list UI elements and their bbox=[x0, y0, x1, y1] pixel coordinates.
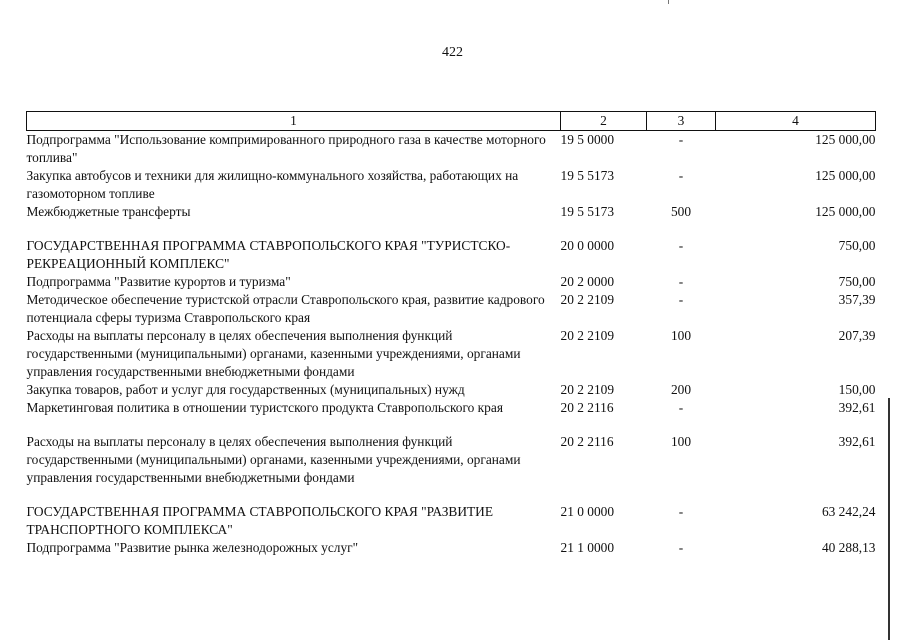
table-header-row bbox=[27, 112, 876, 131]
table-row bbox=[27, 503, 876, 539]
row-type: - bbox=[678, 400, 684, 415]
table-row bbox=[27, 273, 876, 291]
row-name: Подпрограмма "Развитие рынка железнодорожных услуг" bbox=[26, 540, 359, 555]
row-amount: 63 242,24 bbox=[821, 504, 876, 519]
table-row bbox=[27, 327, 876, 381]
row-type: 200 bbox=[670, 382, 692, 397]
table-row bbox=[27, 539, 876, 557]
row-type: - bbox=[678, 274, 684, 289]
row-type: - bbox=[678, 168, 684, 183]
row-code: 19 5 5173 bbox=[560, 168, 615, 183]
row-name: Подпрограмма "Использование компримированного природного газа в качестве моторного топлива" bbox=[26, 132, 546, 165]
row-name: Методическое обеспечение туристской отрасли Ставропольского края, развитие кадрового потенциала сферы туризма Ставропольского края bbox=[26, 292, 545, 325]
row-type: - bbox=[678, 292, 684, 307]
row-name: ГОСУДАРСТВЕННАЯ ПРОГРАММА СТАВРОПОЛЬСКОГО КРАЯ "ТУРИСТСКО-РЕКРЕАЦИОННЫЙ КОМПЛЕКС" bbox=[26, 238, 511, 271]
row-code: 20 2 2109 bbox=[560, 382, 615, 397]
row-type: 500 bbox=[670, 204, 692, 219]
row-name: Маркетинговая политика в отношении туристского продукта Ставропольского края bbox=[26, 400, 503, 415]
scan-edge-line bbox=[888, 398, 890, 640]
row-type: - bbox=[678, 504, 684, 519]
row-amount: 392,61 bbox=[838, 400, 876, 415]
row-type: 100 bbox=[670, 328, 692, 343]
row-amount: 125 000,00 bbox=[815, 204, 876, 219]
table-row bbox=[27, 399, 876, 417]
row-type: - bbox=[678, 238, 684, 253]
table-row bbox=[27, 167, 876, 203]
table-row bbox=[27, 237, 876, 273]
row-amount: 750,00 bbox=[838, 238, 876, 253]
row-amount: 392,61 bbox=[838, 434, 876, 449]
row-amount: 125 000,00 bbox=[815, 132, 876, 147]
row-amount: 357,39 bbox=[838, 292, 876, 307]
table-row bbox=[27, 131, 876, 168]
row-spacer bbox=[27, 417, 876, 433]
row-name: Расходы на выплаты персоналу в целях обеспечения выполнения функций государственными (муниципальными) органами, казенными учреждениями, органами управления государственными внебюджетными фондами bbox=[26, 434, 521, 485]
table-row bbox=[27, 291, 876, 327]
row-amount: 150,00 bbox=[838, 382, 876, 397]
row-name: Межбюджетные трансферты bbox=[26, 204, 191, 219]
row-spacer bbox=[27, 487, 876, 503]
column-header-code: 2 bbox=[561, 112, 647, 131]
row-amount: 125 000,00 bbox=[815, 168, 876, 183]
row-name: Закупка автобусов и техники для жилищно-коммунального хозяйства, работающих на газомоторном топливе bbox=[26, 168, 519, 201]
row-code: 20 2 2116 bbox=[560, 434, 614, 449]
row-name: ГОСУДАРСТВЕННАЯ ПРОГРАММА СТАВРОПОЛЬСКОГО КРАЯ "РАЗВИТИЕ ТРАНСПОРТНОГО КОМПЛЕКСА" bbox=[26, 504, 494, 537]
row-type: - bbox=[678, 540, 684, 555]
row-name: Расходы на выплаты персоналу в целях обеспечения выполнения функций государственными (муниципальными) органами, казенными учреждениями, органами управления государственными внебюджетными фондами bbox=[26, 328, 521, 379]
row-amount: 40 288,13 bbox=[821, 540, 876, 555]
row-amount: 207,39 bbox=[838, 328, 876, 343]
budget-table bbox=[26, 111, 876, 557]
table-row bbox=[27, 433, 876, 487]
row-code: 20 2 2116 bbox=[560, 400, 614, 415]
table-row bbox=[27, 203, 876, 221]
row-name: Закупка товаров, работ и услуг для государственных (муниципальных) нужд bbox=[26, 382, 465, 397]
row-spacer bbox=[27, 221, 876, 237]
scan-edge-mark bbox=[668, 0, 669, 4]
row-code: 20 2 2109 bbox=[560, 328, 615, 343]
row-name: Подпрограмма "Развитие курортов и туризма" bbox=[26, 274, 291, 289]
row-amount: 750,00 bbox=[838, 274, 876, 289]
row-code: 20 2 2109 bbox=[560, 292, 615, 307]
column-header-name: 1 bbox=[27, 112, 561, 131]
row-code: 20 0 0000 bbox=[560, 238, 615, 253]
table-row bbox=[27, 381, 876, 399]
row-type: - bbox=[678, 132, 684, 147]
row-code: 19 5 5173 bbox=[560, 204, 615, 219]
row-type: 100 bbox=[670, 434, 692, 449]
row-code: 19 5 0000 bbox=[560, 132, 615, 147]
row-code: 21 0 0000 bbox=[560, 504, 615, 519]
column-header-amount: 4 bbox=[716, 112, 876, 131]
row-code: 20 2 0000 bbox=[560, 274, 615, 289]
row-code: 21 1 0000 bbox=[560, 540, 615, 555]
column-header-type: 3 bbox=[647, 112, 716, 131]
page-number: 422 bbox=[442, 45, 463, 60]
